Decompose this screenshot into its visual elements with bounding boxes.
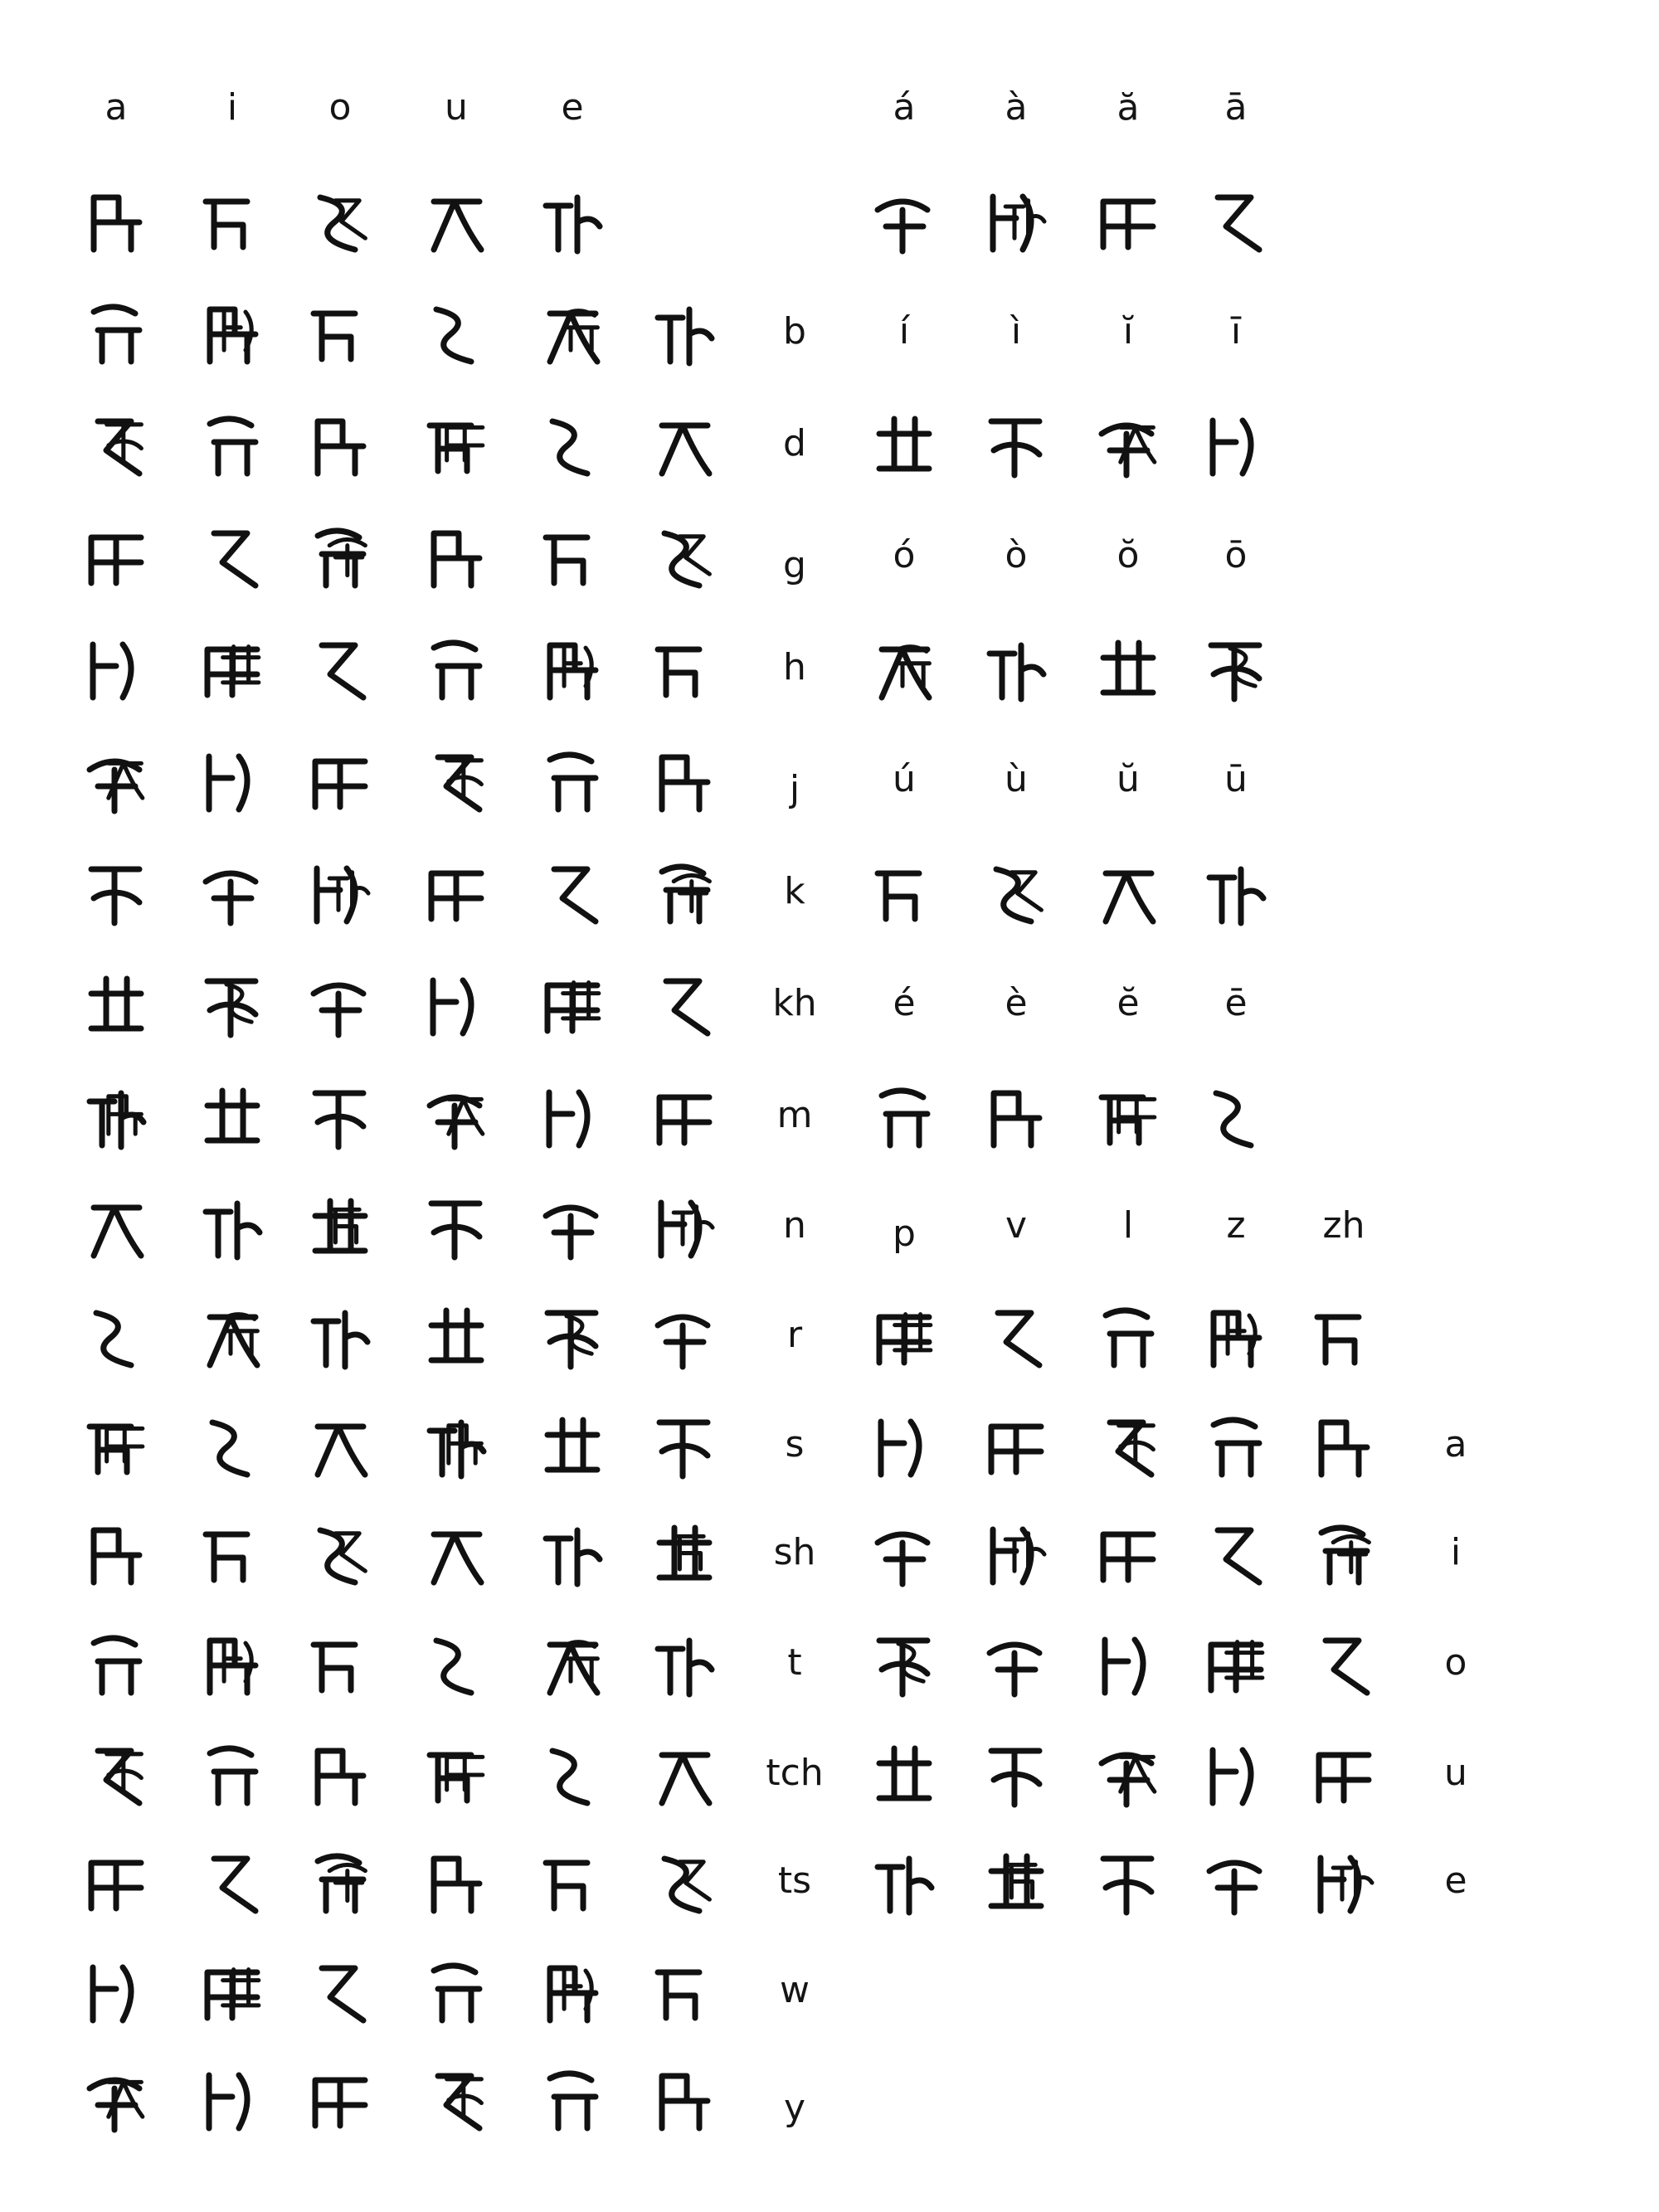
latin-label-tone-u-macron: ū bbox=[1224, 758, 1248, 800]
script-glyph-r16-c4 bbox=[523, 1835, 622, 1927]
latin-label-tone-a-acute: á bbox=[893, 86, 916, 129]
latin-label-top-a: a bbox=[105, 86, 128, 129]
script-glyph-r4-c3 bbox=[406, 510, 506, 601]
script-glyph-r3-c10 bbox=[1186, 398, 1286, 489]
latin-label-right-o: o bbox=[1444, 1641, 1467, 1684]
script-glyph-r8-c5 bbox=[635, 958, 734, 1049]
script-glyph-r13-c5 bbox=[635, 1507, 734, 1598]
script-glyph-r1-c0 bbox=[66, 174, 166, 265]
script-glyph-r8-c1 bbox=[182, 958, 282, 1049]
latin-label-cons-m: m bbox=[776, 1094, 813, 1136]
script-glyph-r13-c2 bbox=[290, 1507, 390, 1598]
script-glyph-r16-c2 bbox=[290, 1835, 390, 1927]
latin-label-cons-l: l bbox=[1122, 1204, 1134, 1247]
script-glyph-r12-c0 bbox=[66, 1399, 166, 1490]
script-glyph-r12-c11 bbox=[1294, 1399, 1394, 1490]
latin-label-tone-e-grave: è bbox=[1005, 982, 1028, 1024]
script-glyph-r11-c5 bbox=[635, 1290, 734, 1381]
script-glyph-r7-c5 bbox=[635, 846, 734, 937]
script-glyph-r12-c1 bbox=[182, 1399, 282, 1490]
script-glyph-r16-c8 bbox=[966, 1835, 1066, 1927]
script-glyph-r18-c3 bbox=[406, 2053, 506, 2144]
script-glyph-r11-c3 bbox=[406, 1290, 506, 1381]
script-glyph-r17-c3 bbox=[406, 1945, 506, 2036]
script-glyph-r9-c4 bbox=[523, 1070, 622, 1161]
latin-label-cons-s: s bbox=[785, 1423, 805, 1466]
script-glyph-r10-c5 bbox=[635, 1180, 734, 1271]
latin-label-cons-ts: ts bbox=[777, 1860, 812, 1902]
latin-label-top-u: u bbox=[445, 86, 468, 129]
script-glyph-r1-c8 bbox=[966, 174, 1066, 265]
latin-label-tone-u-acute: ú bbox=[893, 758, 916, 800]
latin-label-tone-e-acute: é bbox=[893, 982, 916, 1024]
script-glyph-r12-c8 bbox=[966, 1399, 1066, 1490]
script-glyph-r6-c5 bbox=[635, 734, 734, 825]
latin-label-right-u: u bbox=[1444, 1752, 1467, 1794]
script-glyph-r10-c1 bbox=[182, 1180, 282, 1271]
script-glyph-r2-c2 bbox=[290, 286, 390, 377]
latin-label-right-i: i bbox=[1450, 1531, 1462, 1573]
script-glyph-r7-c9 bbox=[1078, 846, 1178, 937]
script-glyph-r15-c4 bbox=[523, 1728, 622, 1819]
script-glyph-r17-c2 bbox=[290, 1945, 390, 2036]
script-glyph-r3-c2 bbox=[290, 398, 390, 489]
latin-label-tone-i-macron: ī bbox=[1230, 310, 1242, 352]
script-glyph-r10-c4 bbox=[523, 1180, 622, 1271]
script-glyph-r18-c0 bbox=[66, 2053, 166, 2144]
script-glyph-r12-c10 bbox=[1186, 1399, 1286, 1490]
script-glyph-r14-c10 bbox=[1186, 1617, 1286, 1709]
script-glyph-r14-c7 bbox=[854, 1617, 954, 1709]
script-glyph-r16-c7 bbox=[854, 1835, 954, 1927]
script-glyph-r15-c2 bbox=[290, 1728, 390, 1819]
script-glyph-r12-c5 bbox=[635, 1399, 734, 1490]
script-glyph-r11-c9 bbox=[1078, 1290, 1178, 1381]
script-glyph-r1-c2 bbox=[290, 174, 390, 265]
script-glyph-r7-c7 bbox=[854, 846, 954, 937]
script-glyph-r3-c7 bbox=[854, 398, 954, 489]
latin-label-tone-o-acute: ó bbox=[893, 534, 916, 576]
script-glyph-r14-c5 bbox=[635, 1617, 734, 1709]
latin-label-tone-a-breve: ă bbox=[1117, 86, 1140, 129]
script-glyph-r9-c3 bbox=[406, 1070, 506, 1161]
latin-label-tone-i-acute: í bbox=[898, 310, 910, 352]
script-glyph-r17-c1 bbox=[182, 1945, 282, 2036]
latin-label-tone-a-macron: ā bbox=[1224, 86, 1248, 129]
script-glyph-r5-c8 bbox=[966, 622, 1066, 713]
script-glyph-r3-c1 bbox=[182, 398, 282, 489]
script-glyph-r5-c4 bbox=[523, 622, 622, 713]
script-glyph-r14-c3 bbox=[406, 1617, 506, 1709]
script-glyph-r4-c0 bbox=[66, 510, 166, 601]
script-glyph-r9-c2 bbox=[290, 1070, 390, 1161]
script-glyph-r14-c0 bbox=[66, 1617, 166, 1709]
latin-label-tone-i-grave: ì bbox=[1010, 310, 1022, 352]
script-glyph-r15-c3 bbox=[406, 1728, 506, 1819]
script-glyph-r4-c2 bbox=[290, 510, 390, 601]
script-glyph-r13-c11 bbox=[1294, 1507, 1394, 1598]
latin-label-cons-z: z bbox=[1226, 1204, 1246, 1247]
script-glyph-r9-c1 bbox=[182, 1070, 282, 1161]
script-glyph-r9-c7 bbox=[854, 1070, 954, 1161]
script-glyph-r1-c9 bbox=[1078, 174, 1178, 265]
script-glyph-r7-c10 bbox=[1186, 846, 1286, 937]
script-glyph-r16-c11 bbox=[1294, 1835, 1394, 1927]
script-glyph-r17-c4 bbox=[523, 1945, 622, 2036]
script-glyph-r10-c0 bbox=[66, 1180, 166, 1271]
latin-label-cons-h: h bbox=[783, 646, 806, 688]
script-glyph-r11-c2 bbox=[290, 1290, 390, 1381]
script-glyph-r15-c9 bbox=[1078, 1728, 1178, 1819]
script-glyph-r2-c5 bbox=[635, 286, 734, 377]
script-glyph-r1-c4 bbox=[523, 174, 622, 265]
script-glyph-r3-c3 bbox=[406, 398, 506, 489]
script-glyph-r16-c10 bbox=[1186, 1835, 1286, 1927]
script-glyph-r13-c4 bbox=[523, 1507, 622, 1598]
latin-label-right-a: a bbox=[1444, 1423, 1467, 1466]
script-glyph-r7-c2 bbox=[290, 846, 390, 937]
script-glyph-r3-c8 bbox=[966, 398, 1066, 489]
latin-label-cons-t: t bbox=[787, 1641, 802, 1684]
script-glyph-r5-c2 bbox=[290, 622, 390, 713]
script-glyph-r2-c4 bbox=[523, 286, 622, 377]
script-glyph-r14-c1 bbox=[182, 1617, 282, 1709]
script-glyph-r6-c3 bbox=[406, 734, 506, 825]
script-glyph-r11-c10 bbox=[1186, 1290, 1286, 1381]
script-glyph-r5-c9 bbox=[1078, 622, 1178, 713]
latin-label-tone-e-breve: ĕ bbox=[1117, 982, 1140, 1024]
script-glyph-r13-c3 bbox=[406, 1507, 506, 1598]
script-glyph-r9-c0 bbox=[66, 1070, 166, 1161]
script-glyph-r11-c1 bbox=[182, 1290, 282, 1381]
script-glyph-r5-c5 bbox=[635, 622, 734, 713]
script-glyph-r3-c5 bbox=[635, 398, 734, 489]
script-glyph-r13-c9 bbox=[1078, 1507, 1178, 1598]
latin-label-right-e: e bbox=[1444, 1860, 1467, 1902]
script-glyph-r12-c4 bbox=[523, 1399, 622, 1490]
latin-label-cons-k: k bbox=[784, 870, 805, 912]
script-glyph-r8-c3 bbox=[406, 958, 506, 1049]
script-glyph-r9-c5 bbox=[635, 1070, 734, 1161]
script-glyph-r7-c1 bbox=[182, 846, 282, 937]
script-glyph-r7-c3 bbox=[406, 846, 506, 937]
script-glyph-r4-c5 bbox=[635, 510, 734, 601]
script-glyph-r10-c2 bbox=[290, 1180, 390, 1271]
latin-label-tone-o-breve: ŏ bbox=[1117, 534, 1140, 576]
script-glyph-r5-c3 bbox=[406, 622, 506, 713]
script-glyph-r1-c7 bbox=[854, 174, 954, 265]
latin-label-cons-j: j bbox=[789, 768, 800, 810]
script-glyph-r2-c1 bbox=[182, 286, 282, 377]
script-glyph-r5-c10 bbox=[1186, 622, 1286, 713]
script-glyph-r18-c5 bbox=[635, 2053, 734, 2144]
latin-label-cons-d: d bbox=[783, 422, 806, 464]
latin-label-cons-r: r bbox=[786, 1314, 803, 1356]
script-glyph-r13-c7 bbox=[854, 1507, 954, 1598]
script-glyph-r7-c4 bbox=[523, 846, 622, 937]
latin-label-tone-i-breve: ĭ bbox=[1122, 310, 1134, 352]
latin-label-tone-u-grave: ù bbox=[1005, 758, 1028, 800]
script-glyph-r3-c9 bbox=[1078, 398, 1178, 489]
script-glyph-r10-c3 bbox=[406, 1180, 506, 1271]
script-glyph-r16-c5 bbox=[635, 1835, 734, 1927]
script-glyph-r15-c10 bbox=[1186, 1728, 1286, 1819]
script-glyph-r13-c10 bbox=[1186, 1507, 1286, 1598]
script-glyph-r6-c0 bbox=[66, 734, 166, 825]
script-glyph-r15-c0 bbox=[66, 1728, 166, 1819]
script-glyph-r9-c10 bbox=[1186, 1070, 1286, 1161]
latin-label-top-i: i bbox=[226, 86, 238, 129]
script-glyph-r18-c1 bbox=[182, 2053, 282, 2144]
script-glyph-r12-c2 bbox=[290, 1399, 390, 1490]
latin-label-tone-a-grave: à bbox=[1005, 86, 1028, 129]
latin-label-tone-u-breve: ŭ bbox=[1117, 758, 1140, 800]
script-glyph-r4-c4 bbox=[523, 510, 622, 601]
script-glyph-r6-c1 bbox=[182, 734, 282, 825]
latin-label-cons-p: p bbox=[893, 1213, 916, 1255]
script-glyph-r11-c7 bbox=[854, 1290, 954, 1381]
script-glyph-r13-c8 bbox=[966, 1507, 1066, 1598]
latin-label-cons-y: y bbox=[783, 2087, 806, 2129]
script-glyph-r16-c0 bbox=[66, 1835, 166, 1927]
script-glyph-r8-c0 bbox=[66, 958, 166, 1049]
script-glyph-r11-c11 bbox=[1294, 1290, 1394, 1381]
latin-label-cons-w: w bbox=[780, 1969, 810, 2011]
script-glyph-r12-c3 bbox=[406, 1399, 506, 1490]
script-glyph-r15-c5 bbox=[635, 1728, 734, 1819]
latin-label-cons-zh: zh bbox=[1322, 1204, 1365, 1247]
latin-label-cons-b: b bbox=[783, 310, 806, 352]
script-glyph-r1-c3 bbox=[406, 174, 506, 265]
script-glyph-r9-c8 bbox=[966, 1070, 1066, 1161]
script-glyph-r8-c2 bbox=[290, 958, 390, 1049]
latin-label-tone-o-grave: ò bbox=[1005, 534, 1028, 576]
script-glyph-r2-c3 bbox=[406, 286, 506, 377]
script-glyph-r16-c9 bbox=[1078, 1835, 1178, 1927]
latin-label-cons-tch: tch bbox=[766, 1752, 824, 1794]
script-glyph-r18-c2 bbox=[290, 2053, 390, 2144]
latin-label-cons-n: n bbox=[783, 1204, 806, 1247]
script-glyph-r17-c5 bbox=[635, 1945, 734, 2036]
latin-label-top-e: e bbox=[561, 86, 584, 129]
latin-label-cons-v: v bbox=[1005, 1204, 1028, 1247]
script-glyph-r12-c9 bbox=[1078, 1399, 1178, 1490]
script-glyph-r5-c1 bbox=[182, 622, 282, 713]
script-glyph-r5-c7 bbox=[854, 622, 954, 713]
script-glyph-r6-c4 bbox=[523, 734, 622, 825]
script-glyph-r15-c11 bbox=[1294, 1728, 1394, 1819]
script-glyph-r18-c4 bbox=[523, 2053, 622, 2144]
script-glyph-r7-c8 bbox=[966, 846, 1066, 937]
script-glyph-r11-c0 bbox=[66, 1290, 166, 1381]
script-glyph-r3-c4 bbox=[523, 398, 622, 489]
script-glyph-r16-c3 bbox=[406, 1835, 506, 1927]
script-glyph-r15-c7 bbox=[854, 1728, 954, 1819]
script-glyph-r7-c0 bbox=[66, 846, 166, 937]
script-glyph-r17-c0 bbox=[66, 1945, 166, 2036]
script-glyph-r1-c1 bbox=[182, 174, 282, 265]
script-glyph-r14-c11 bbox=[1294, 1617, 1394, 1709]
latin-label-top-o: o bbox=[328, 86, 352, 129]
latin-label-cons-g: g bbox=[783, 544, 806, 586]
script-glyph-r13-c1 bbox=[182, 1507, 282, 1598]
script-glyph-r14-c2 bbox=[290, 1617, 390, 1709]
latin-label-cons-sh: sh bbox=[773, 1531, 816, 1573]
script-glyph-r13-c0 bbox=[66, 1507, 166, 1598]
script-glyph-r9-c9 bbox=[1078, 1070, 1178, 1161]
script-glyph-r15-c1 bbox=[182, 1728, 282, 1819]
script-glyph-r3-c0 bbox=[66, 398, 166, 489]
script-glyph-r2-c0 bbox=[66, 286, 166, 377]
script-glyph-r14-c8 bbox=[966, 1617, 1066, 1709]
script-glyph-r14-c4 bbox=[523, 1617, 622, 1709]
script-glyph-r4-c1 bbox=[182, 510, 282, 601]
script-glyph-r6-c2 bbox=[290, 734, 390, 825]
script-glyph-r16-c1 bbox=[182, 1835, 282, 1927]
script-glyph-r12-c7 bbox=[854, 1399, 954, 1490]
script-glyph-r14-c9 bbox=[1078, 1617, 1178, 1709]
script-glyph-r11-c8 bbox=[966, 1290, 1066, 1381]
latin-label-tone-o-macron: ō bbox=[1224, 534, 1248, 576]
script-glyph-r8-c4 bbox=[523, 958, 622, 1049]
script-glyph-r5-c0 bbox=[66, 622, 166, 713]
latin-label-cons-kh: kh bbox=[772, 982, 817, 1024]
latin-label-tone-e-macron: ē bbox=[1224, 982, 1248, 1024]
script-glyph-r1-c10 bbox=[1186, 174, 1286, 265]
script-glyph-r15-c8 bbox=[966, 1728, 1066, 1819]
script-glyph-r11-c4 bbox=[523, 1290, 622, 1381]
